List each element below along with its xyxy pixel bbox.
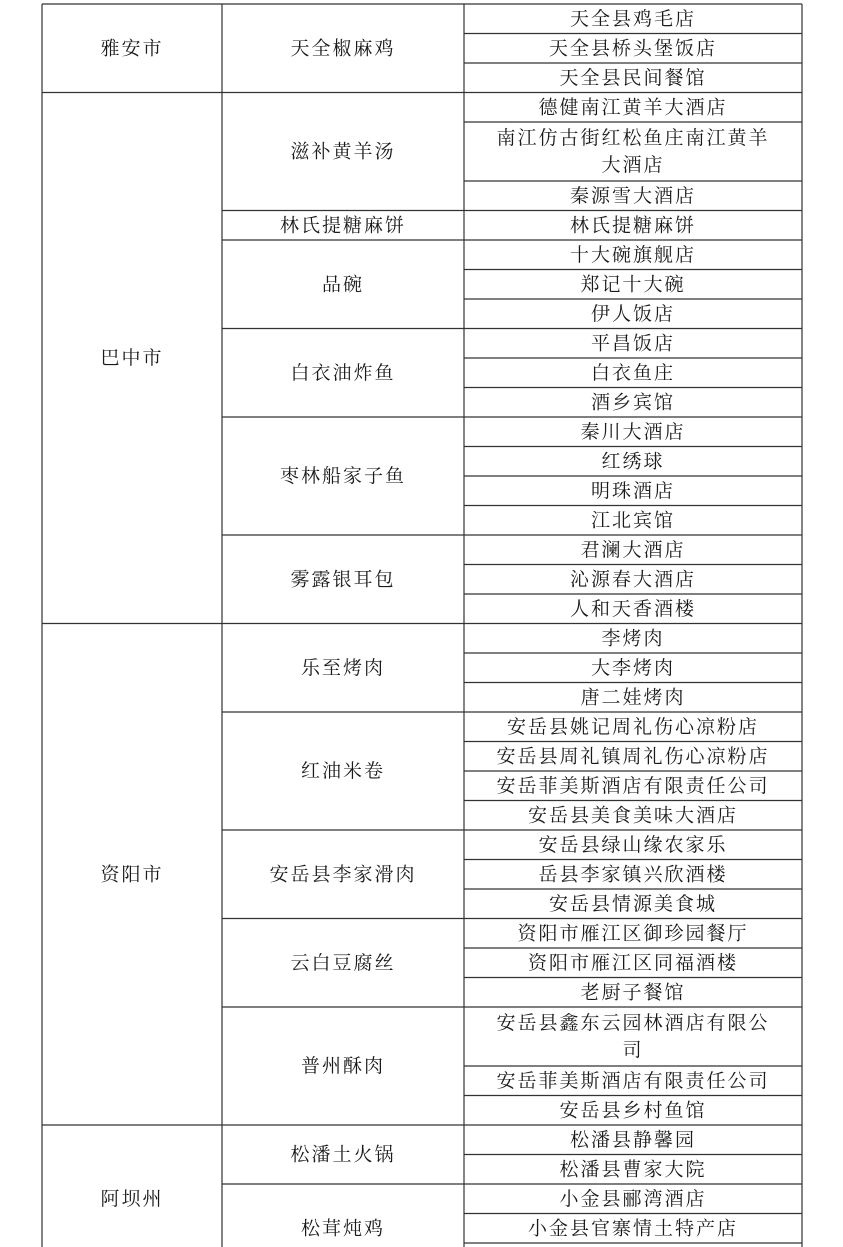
restaurant-cell: 天全县民间餐馆: [559, 66, 707, 89]
restaurant-cell: 伊人饭店: [590, 302, 676, 325]
restaurant-cell: 安岳县美食美味大酒店: [527, 804, 739, 827]
restaurant-cell: 安岳县姚记周礼伤心凉粉店: [506, 715, 760, 738]
restaurant-cell: 安岳菲美斯酒店有限责任公司: [496, 1069, 770, 1092]
restaurant-cell: 资阳市雁江区同福酒楼: [527, 951, 739, 974]
restaurant-cell: 安岳县绿山缘农家乐: [538, 833, 728, 856]
restaurant-cell: 李烤肉: [601, 627, 665, 650]
restaurant-cell: 天全县鸡毛店: [569, 7, 697, 30]
restaurant-cell: 唐二娃烤肉: [580, 686, 686, 709]
region-cell: 雅安市: [100, 37, 164, 60]
dish-cell: 林氏提糖麻饼: [279, 214, 407, 237]
restaurant-cell: 安岳菲美斯酒店有限责任公司: [496, 774, 770, 797]
restaurant-cell: 天全县桥头堡饭店: [548, 37, 718, 60]
dish-cell: 松潘土火锅: [290, 1143, 396, 1166]
dish-cell: 普州酥肉: [300, 1055, 386, 1077]
restaurant-cell: 沁源春大酒店: [569, 568, 697, 591]
restaurant-cell: 江北宾馆: [590, 509, 676, 532]
dish-cell: 红油米卷: [300, 760, 386, 782]
restaurant-cell: 松潘县曹家大院: [559, 1158, 707, 1181]
restaurant-cell: 资阳市雁江区御珍园餐厅: [517, 922, 749, 945]
restaurant-cell: 松潘县静馨园: [569, 1128, 697, 1151]
dish-cell: 品碗: [321, 273, 365, 296]
restaurant-cell: 安岳县鑫东云园林酒店有限公司: [496, 1012, 770, 1061]
region-cell: 资阳市: [100, 863, 164, 886]
dish-cell: 乐至烤肉: [300, 656, 386, 679]
restaurant-cell: 红绣球: [601, 450, 665, 473]
dish-cell: 白衣油炸鱼: [290, 361, 396, 384]
restaurant-cell: 酒乡宾馆: [590, 391, 676, 414]
dish-cell: 安岳县李家滑肉: [269, 863, 417, 886]
restaurant-cell: 人和天香酒楼: [569, 597, 697, 620]
restaurant-cell: 明珠酒店: [590, 479, 676, 502]
dish-cell: 天全椒麻鸡: [290, 37, 396, 60]
region-cell: 巴中市: [100, 347, 164, 369]
restaurant-cell: 安岳县乡村鱼馆: [559, 1099, 707, 1122]
restaurant-cell: 十大碗旗舰店: [569, 243, 697, 266]
restaurant-cell: 平昌饭店: [590, 332, 676, 355]
restaurant-cell: 白衣鱼庄: [590, 361, 676, 384]
restaurant-cell: 南江仿古街红松鱼庄南江黄羊大酒店: [496, 127, 770, 176]
dish-cell: 云白豆腐丝: [290, 951, 396, 974]
dish-cell: 松茸炖鸡: [300, 1217, 386, 1240]
restaurant-cell: 郑记十大碗: [580, 273, 686, 296]
dish-cell: 枣林船家子鱼: [279, 465, 407, 487]
restaurant-cell: 大李烤肉: [590, 656, 676, 679]
restaurant-cell: 德健南江黄羊大酒店: [538, 96, 728, 119]
restaurant-cell: 小金县郦湾酒店: [559, 1187, 707, 1210]
restaurant-cell: 岳县李家镇兴欣酒楼: [538, 863, 728, 886]
restaurant-cell: 安岳县周礼镇周礼伤心凉粉店: [496, 745, 770, 768]
restaurant-cell: 老厨子餐馆: [580, 981, 686, 1004]
restaurant-cell: 安岳县情源美食城: [548, 892, 718, 915]
dish-cell: 滋补黄羊汤: [290, 140, 396, 163]
restaurant-cell: 小金县官寨情土特产店: [527, 1217, 739, 1240]
restaurant-cell: 秦川大酒店: [580, 420, 686, 443]
restaurant-cell: 秦源雪大酒店: [569, 184, 697, 207]
dish-cell: 雾露银耳包: [290, 568, 396, 591]
restaurant-cell: 君澜大酒店: [580, 538, 686, 561]
restaurant-cell: 林氏提糖麻饼: [569, 214, 697, 237]
region-cell: 阿坝州: [100, 1187, 164, 1210]
